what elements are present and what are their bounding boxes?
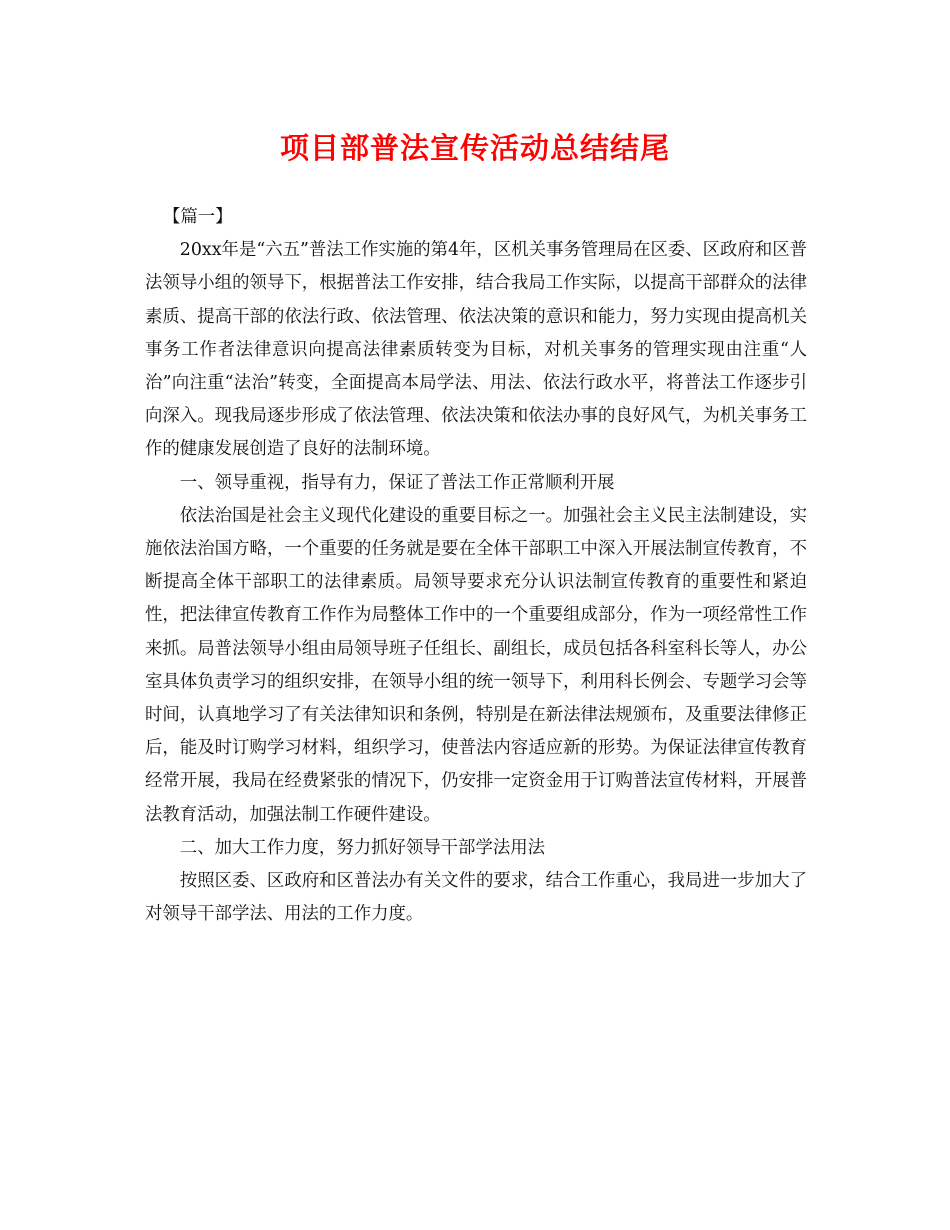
paragraph-section-one: 依法治国是社会主义现代化建设的重要目标之一。加强社会主义民主法制建设，实施依法治国方略，一个重要的任务就是要在全体干部职工中深入开展法制宣传教育，不断提高全体干部职工的法律素质。局领导要求充分认识法制宣传教育的重要性和紧迫性，把法律宣传教育工作作为局整体工作中的一个重要组成部分，作为一项经常性工作来抓。局普法领导小组由局领导班子任组长、副组长，成员包括各科室科长等人，办公室具体负责学习的组织安排，在领导小组的统一领导下，利用科长例会、专题学习会等时间，认真地学习了有关法律知识和条例，特别是在新法律法规颁布，及重要法律修正后，能及时订购学习材料，组织学习，使普法内容适应新的形势。为保证法律宣传教育经常开展，我局在经费紧张的情况下，仍安排一定资金用于订购普法宣传材料，开展普法教育活动，加强法制工作硬件建设。 <box>145 505 807 825</box>
heading-section-two: 二、加大工作力度，努力抓好领导干部学法用法 <box>179 837 546 858</box>
heading-section-one: 一、领导重视，指导有力，保证了普法工作正常顺利开展 <box>179 472 615 493</box>
section-label: 【篇一】 <box>163 207 233 227</box>
paragraph-section-two: 按照区委、区政府和区普法办有关文件的要求，结合工作重心，我局进一步加大了对领导干部学法、用法的工作力度。 <box>145 871 807 925</box>
paragraph-intro: 20xx年是“六五”普法工作实施的第4年，区机关事务管理局在区委、区政府和区普法领导小组的领导下，根据普法工作安排，结合我局工作实际，以提高干部群众的法律素质、提高干部的依法行政、依法管理、依法决策的意识和能力，努力实现由提高机关事务工作者法律意识向提高法律素质转变为目标，对机关事务的管理实现由注重“人治”向注重“法治”转变，全面提高本局学法、用法、依法行政水平，将普法工作逐步引向深入。现我局逐步形成了依法管理、依法决策和依法办事的良好风气，为机关事务工作的健康发展创造了良好的法制环境。 <box>145 240 807 460</box>
document-body <box>145 201 807 931</box>
document-title: 项目部普法宣传活动总结结尾 <box>279 131 670 165</box>
